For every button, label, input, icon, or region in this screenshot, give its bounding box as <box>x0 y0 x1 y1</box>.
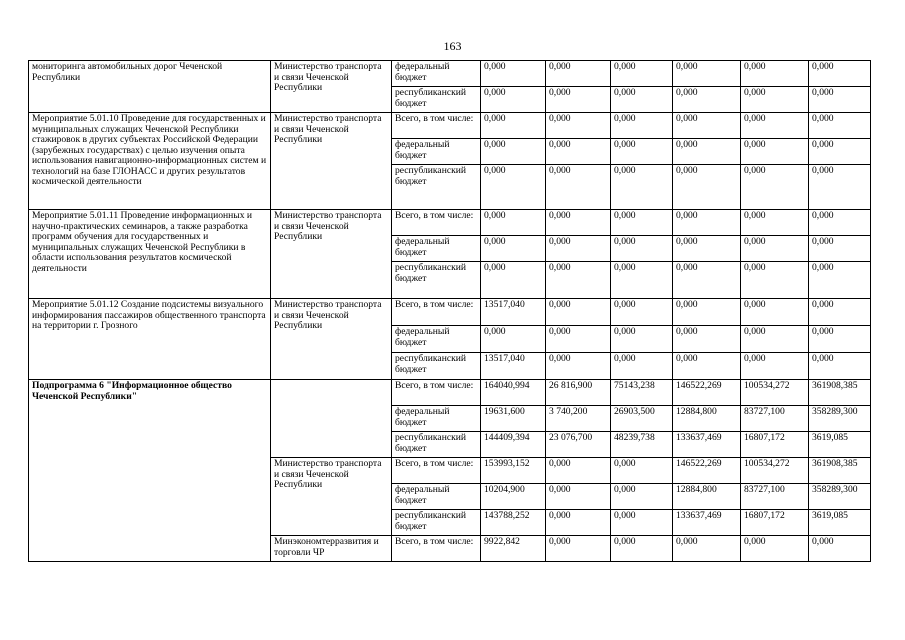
amount-cell: 0,000 <box>809 139 871 165</box>
activity-name-cell: Мероприятие 5.01.12 Создание подсистемы визуального информирования пассажиров общественного транспорта на территории г. Грозного <box>29 299 271 380</box>
amount-cell: 0,000 <box>809 326 871 353</box>
amount-cell: 0,000 <box>546 262 611 299</box>
amount-cell: 0,000 <box>481 165 546 210</box>
amount-cell: 358289,300 <box>809 406 871 432</box>
amount-cell: 0,000 <box>673 139 741 165</box>
amount-cell: 0,000 <box>481 262 546 299</box>
amount-cell: 0,000 <box>673 236 741 262</box>
table-row <box>29 210 871 236</box>
amount-cell: 164040,994 <box>481 380 546 406</box>
amount-cell: 144409,394 <box>481 432 546 458</box>
amount-cell: 0,000 <box>673 61 741 87</box>
amount-cell: 0,000 <box>611 139 673 165</box>
amount-cell: 0,000 <box>546 510 611 536</box>
amount-cell: 0,000 <box>546 87 611 113</box>
amount-cell: 0,000 <box>481 210 546 236</box>
funding-source-cell: республиканский бюджет <box>392 165 481 210</box>
funding-source-cell: Всего, в том числе: <box>392 299 481 326</box>
amount-cell: 0,000 <box>611 326 673 353</box>
amount-cell: 9922,842 <box>481 536 546 562</box>
executor-cell <box>271 380 392 458</box>
amount-cell: 0,000 <box>481 139 546 165</box>
amount-cell: 0,000 <box>546 165 611 210</box>
table-row <box>29 61 871 87</box>
amount-cell: 0,000 <box>673 299 741 326</box>
amount-cell: 0,000 <box>481 236 546 262</box>
amount-cell: 0,000 <box>546 210 611 236</box>
amount-cell: 13517,040 <box>481 299 546 326</box>
funding-source-cell: Всего, в том числе: <box>392 210 481 236</box>
amount-cell: 0,000 <box>741 299 809 326</box>
amount-cell: 48239,738 <box>611 432 673 458</box>
funding-source-cell: федеральный бюджет <box>392 61 481 87</box>
amount-cell: 133637,469 <box>673 432 741 458</box>
amount-cell: 0,000 <box>673 326 741 353</box>
amount-cell: 0,000 <box>741 236 809 262</box>
amount-cell: 0,000 <box>741 61 809 87</box>
amount-cell: 0,000 <box>611 113 673 139</box>
amount-cell: 0,000 <box>741 536 809 562</box>
amount-cell: 13517,040 <box>481 353 546 380</box>
amount-cell: 26903,500 <box>611 406 673 432</box>
funding-source-cell: федеральный бюджет <box>392 406 481 432</box>
amount-cell: 16807,172 <box>741 510 809 536</box>
funding-source-cell: республиканский бюджет <box>392 510 481 536</box>
funding-source-cell: федеральный бюджет <box>392 326 481 353</box>
amount-cell: 0,000 <box>546 458 611 484</box>
amount-cell: 0,000 <box>611 536 673 562</box>
amount-cell: 0,000 <box>611 210 673 236</box>
amount-cell: 0,000 <box>809 236 871 262</box>
activity-name-cell: мониторинга автомобильных дорог Чеченской Республики <box>29 61 271 113</box>
amount-cell: 0,000 <box>741 165 809 210</box>
amount-cell: 146522,269 <box>673 380 741 406</box>
amount-cell: 0,000 <box>673 536 741 562</box>
amount-cell: 0,000 <box>673 165 741 210</box>
executor-cell: Министерство транспорта и связи Чеченской Республики <box>271 210 392 299</box>
amount-cell: 0,000 <box>809 165 871 210</box>
amount-cell: 0,000 <box>741 139 809 165</box>
amount-cell: 0,000 <box>546 484 611 510</box>
amount-cell: 10204,900 <box>481 484 546 510</box>
amount-cell: 153993,152 <box>481 458 546 484</box>
amount-cell: 0,000 <box>741 210 809 236</box>
amount-cell: 0,000 <box>611 262 673 299</box>
funding-source-cell: республиканский бюджет <box>392 353 481 380</box>
amount-cell: 75143,238 <box>611 380 673 406</box>
amount-cell: 0,000 <box>546 536 611 562</box>
amount-cell: 0,000 <box>481 87 546 113</box>
amount-cell: 16807,172 <box>741 432 809 458</box>
table-row <box>29 299 871 326</box>
amount-cell: 358289,300 <box>809 484 871 510</box>
amount-cell: 0,000 <box>611 510 673 536</box>
amount-cell: 146522,269 <box>673 458 741 484</box>
funding-source-cell: федеральный бюджет <box>392 236 481 262</box>
amount-cell: 0,000 <box>611 165 673 210</box>
amount-cell: 100534,272 <box>741 458 809 484</box>
amount-cell: 12884,800 <box>673 484 741 510</box>
amount-cell: 3619,085 <box>809 432 871 458</box>
table-row <box>29 113 871 139</box>
activity-name-cell: Мероприятие 5.01.11 Проведение информационных и научно-практических семинаров, а также разработка программ обучения для государственных и муниципальных служащих Чеченской Республики в области использования результатов космической деятельности <box>29 210 271 299</box>
funding-source-cell: республиканский бюджет <box>392 262 481 299</box>
amount-cell: 0,000 <box>809 210 871 236</box>
funding-source-cell: Всего, в том числе: <box>392 536 481 562</box>
amount-cell: 0,000 <box>611 484 673 510</box>
amount-cell: 0,000 <box>809 87 871 113</box>
amount-cell: 0,000 <box>546 61 611 87</box>
amount-cell: 0,000 <box>546 299 611 326</box>
page-number: 163 <box>443 39 462 53</box>
amount-cell: 23 076,700 <box>546 432 611 458</box>
amount-cell: 0,000 <box>809 113 871 139</box>
executor-cell: Минэкономтерразвития и торговли ЧР <box>271 536 392 562</box>
amount-cell: 0,000 <box>611 458 673 484</box>
amount-cell: 361908,385 <box>809 380 871 406</box>
table-row <box>29 380 871 406</box>
amount-cell: 0,000 <box>673 353 741 380</box>
amount-cell: 0,000 <box>546 139 611 165</box>
amount-cell: 0,000 <box>741 353 809 380</box>
amount-cell: 83727,100 <box>741 406 809 432</box>
table-body <box>29 61 871 562</box>
amount-cell: 0,000 <box>809 353 871 380</box>
amount-cell: 26 816,900 <box>546 380 611 406</box>
amount-cell: 0,000 <box>673 87 741 113</box>
amount-cell: 0,000 <box>673 210 741 236</box>
amount-cell: 3 740,200 <box>546 406 611 432</box>
amount-cell: 133637,469 <box>673 510 741 536</box>
amount-cell: 361908,385 <box>809 458 871 484</box>
funding-source-cell: Всего, в том числе: <box>392 113 481 139</box>
amount-cell: 0,000 <box>809 536 871 562</box>
amount-cell: 0,000 <box>809 262 871 299</box>
amount-cell: 0,000 <box>809 299 871 326</box>
amount-cell: 0,000 <box>741 87 809 113</box>
funding-source-cell: федеральный бюджет <box>392 139 481 165</box>
amount-cell: 100534,272 <box>741 380 809 406</box>
amount-cell: 0,000 <box>741 262 809 299</box>
amount-cell: 0,000 <box>481 326 546 353</box>
amount-cell: 0,000 <box>546 353 611 380</box>
amount-cell: 0,000 <box>809 61 871 87</box>
executor-cell: Министерство транспорта и связи Чеченской Республики <box>271 61 392 113</box>
amount-cell: 83727,100 <box>741 484 809 510</box>
amount-cell: 0,000 <box>611 353 673 380</box>
amount-cell: 0,000 <box>741 326 809 353</box>
amount-cell: 0,000 <box>546 326 611 353</box>
amount-cell: 0,000 <box>741 113 809 139</box>
amount-cell: 0,000 <box>481 113 546 139</box>
amount-cell: 0,000 <box>481 61 546 87</box>
amount-cell: 3619,085 <box>809 510 871 536</box>
budget-table <box>28 60 871 562</box>
amount-cell: 0,000 <box>611 299 673 326</box>
funding-source-cell: республиканский бюджет <box>392 432 481 458</box>
amount-cell: 0,000 <box>546 236 611 262</box>
funding-source-cell: Всего, в том числе: <box>392 458 481 484</box>
amount-cell: 19631,600 <box>481 406 546 432</box>
executor-cell: Министерство транспорта и связи Чеченской Республики <box>271 458 392 536</box>
amount-cell: 143788,252 <box>481 510 546 536</box>
executor-cell: Министерство транспорта и связи Чеченской Республики <box>271 113 392 210</box>
amount-cell: 0,000 <box>673 113 741 139</box>
funding-source-cell: Всего, в том числе: <box>392 380 481 406</box>
amount-cell: 0,000 <box>611 87 673 113</box>
amount-cell: 12884,800 <box>673 406 741 432</box>
amount-cell: 0,000 <box>611 236 673 262</box>
activity-name-cell: Подпрограмма 6 "Информационное общество Чеченской Республики" <box>29 380 271 562</box>
amount-cell: 0,000 <box>611 61 673 87</box>
amount-cell: 0,000 <box>546 113 611 139</box>
activity-name-cell: Мероприятие 5.01.10 Проведение для государственных и муниципальных служащих Чеченской Республики стажировок в других субъектах Российской Федерации (зарубежных государствах) с целью изучения опыта использования навигационно-информационных систем и технологий на базе ГЛОНАСС и других результатов космической деятельности <box>29 113 271 210</box>
funding-source-cell: республиканский бюджет <box>392 87 481 113</box>
amount-cell: 0,000 <box>673 262 741 299</box>
executor-cell: Министерство транспорта и связи Чеченской Республики <box>271 299 392 380</box>
funding-source-cell: федеральный бюджет <box>392 484 481 510</box>
